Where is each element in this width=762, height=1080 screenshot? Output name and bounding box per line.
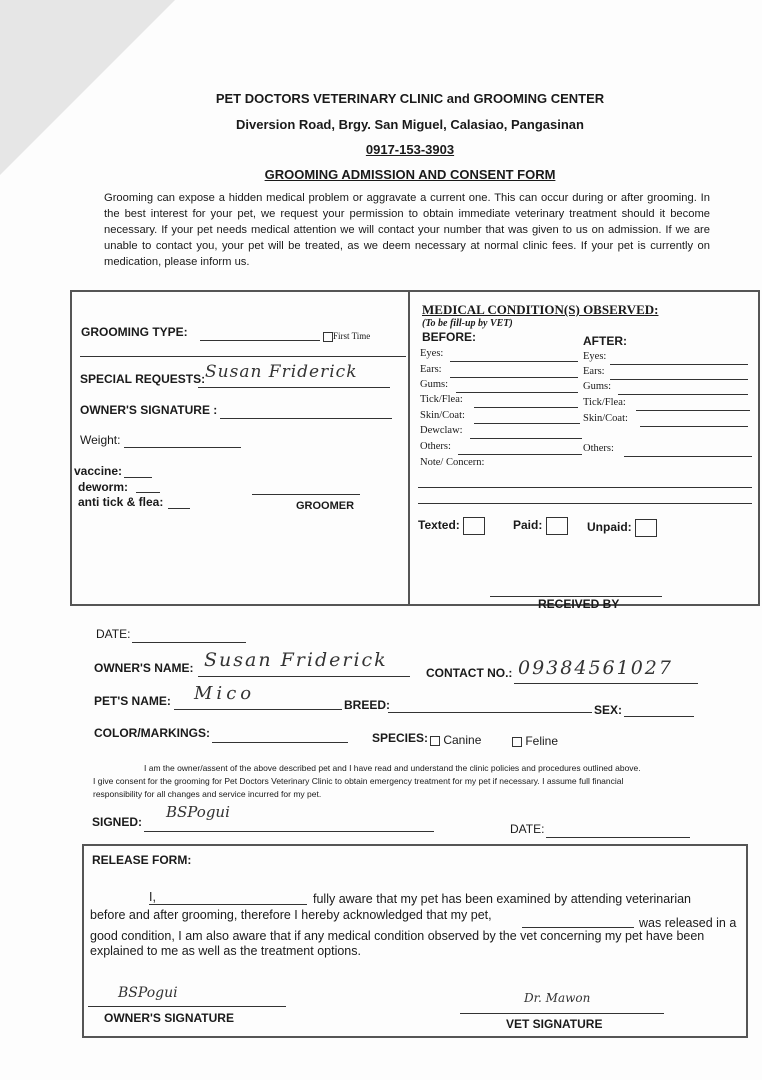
weight-field[interactable]	[124, 447, 241, 448]
medical-subtitle: (To be fill-up by VET)	[422, 318, 513, 329]
breed-field[interactable]	[388, 712, 592, 713]
canine-checkbox[interactable]	[430, 736, 440, 746]
after-row-label: Ears:	[583, 366, 605, 377]
deworm-label: deworm:	[78, 480, 129, 494]
release-text-4: explained to me as well as the treatment options.	[90, 944, 361, 958]
release-pet-field[interactable]	[522, 927, 634, 928]
signed-field[interactable]	[144, 831, 434, 832]
release-text-2b: was released in a	[639, 916, 737, 930]
release-text-3: good condition, I am also aware that if any medical condition observed by the vet concerning my pet have been	[90, 929, 705, 943]
date-field[interactable]	[132, 642, 246, 643]
first-time-checkbox[interactable]	[323, 332, 333, 342]
before-row	[420, 425, 463, 436]
release-i: I,	[149, 890, 156, 904]
after-row-field[interactable]	[610, 379, 748, 380]
texted-checkbox[interactable]	[463, 517, 485, 535]
before-label: BEFORE:	[422, 330, 476, 344]
before-row-field[interactable]	[450, 361, 578, 362]
texted-label: Texted:	[418, 518, 460, 533]
sex-label: SEX:	[594, 703, 623, 717]
before-row	[420, 410, 465, 421]
date-label: DATE:	[96, 627, 131, 641]
first-time-option[interactable]: First Time	[323, 331, 370, 342]
before-row-field[interactable]	[458, 454, 582, 455]
vet-signature-value: Dr. Mawon	[524, 991, 591, 1005]
after-row-field[interactable]	[610, 364, 748, 365]
after-row-field[interactable]	[636, 410, 750, 411]
signed-label: SIGNED:	[92, 815, 143, 829]
vaccine-label: vaccine:	[74, 464, 123, 478]
note-line-1[interactable]	[418, 487, 752, 488]
grooming-type-line2[interactable]	[80, 356, 406, 357]
after-row-field[interactable]	[618, 394, 748, 395]
pet-name-value: Mico	[194, 683, 256, 704]
after-label: AFTER:	[583, 334, 627, 348]
note-label: Note/ Concern:	[420, 457, 485, 468]
unpaid-option[interactable]	[587, 519, 657, 537]
contact-field[interactable]	[514, 683, 698, 684]
consent-line-1: I am the owner/assent of the above described pet and I have read and understand the clinic policies and procedures outlined above.	[144, 763, 641, 773]
paid-checkbox[interactable]	[546, 517, 568, 535]
before-row	[420, 394, 463, 405]
species-label: SPECIES:	[372, 731, 429, 745]
after-row-label: Eyes:	[583, 351, 607, 362]
antitick-label: anti tick & flea:	[78, 495, 164, 509]
special-requests-field[interactable]	[198, 387, 390, 388]
release-title: RELEASE FORM:	[92, 853, 192, 867]
before-row-label: Dewclaw:	[420, 425, 463, 436]
before-row-field[interactable]	[456, 392, 578, 393]
contact-label: CONTACT NO.:	[426, 666, 513, 680]
vaccine-field[interactable]	[124, 477, 152, 478]
before-row-label: Gums:	[420, 379, 449, 390]
after-row	[583, 366, 605, 377]
owner-signature-label: OWNER'S SIGNATURE :	[80, 403, 218, 417]
after-row-field[interactable]	[624, 456, 752, 457]
paid-label: Paid:	[513, 518, 543, 533]
owner-signature-field[interactable]	[220, 418, 392, 419]
grooming-type-label: GROOMING TYPE:	[81, 325, 188, 339]
received-by-label: RECEIVED BY	[538, 597, 620, 611]
after-row	[583, 381, 611, 392]
contact-value: 09384561027	[518, 657, 673, 679]
note-line-2[interactable]	[418, 503, 752, 504]
before-row-field[interactable]	[470, 438, 582, 439]
clinic-phone: 0917-153-3903	[365, 142, 455, 157]
release-text-2a: before and after grooming, therefore I hereby acknowledged that my pet,	[90, 908, 492, 922]
clinic-name: PET DOCTORS VETERINARY CLINIC and GROOMING CENTER	[215, 91, 605, 106]
release-name-field[interactable]	[149, 904, 307, 905]
release-owner-signature-line[interactable]	[88, 1006, 286, 1007]
unpaid-label: Unpaid:	[587, 520, 632, 535]
before-row-field[interactable]	[450, 377, 578, 378]
before-row-field[interactable]	[474, 423, 580, 424]
texted-option[interactable]	[418, 517, 485, 535]
after-row-field[interactable]	[640, 426, 748, 427]
after-row	[583, 443, 614, 454]
box-divider	[408, 292, 410, 604]
before-row	[420, 364, 442, 375]
special-requests-value: Susan Friderick	[205, 362, 358, 382]
before-row-field[interactable]	[474, 407, 578, 408]
breed-label: BREED:	[344, 698, 391, 712]
before-row-label: Skin/Coat:	[420, 410, 465, 421]
after-row-label: Skin/Coat:	[583, 413, 628, 424]
vet-signature-line[interactable]	[460, 1013, 664, 1014]
consent-date-field[interactable]	[546, 837, 690, 838]
intro-paragraph: Grooming can expose a hidden medical problem or aggravate a current one. This can occur during or after grooming. In the best interest for your pet, we request your permission to obtain immediate veterinary treatment should it become necessary. If your pet needs medical attention we will contact your number that was given to us on admission. If we are unable to contact you, your pet will be treated, as we deem necessary at normal clinic fees. If your pet is currently on medication, please inform us.	[104, 192, 710, 268]
before-row	[420, 379, 448, 390]
unpaid-checkbox[interactable]	[635, 519, 657, 537]
before-row	[420, 348, 443, 359]
owner-name-value: Susan Friderick	[204, 649, 388, 671]
medical-title: MEDICAL CONDITION(S) OBSERVED:	[422, 302, 659, 317]
after-row-label: Gums:	[583, 381, 612, 392]
owner-signature-value: BSPogui	[118, 985, 178, 1001]
release-owner-signature-label: OWNER'S SIGNATURE	[104, 1011, 234, 1025]
pet-name-field[interactable]	[174, 709, 342, 710]
deworm-field[interactable]	[136, 492, 160, 493]
pet-name-label: PET'S NAME:	[94, 694, 171, 708]
feline-option[interactable]: Feline	[512, 734, 558, 748]
sex-field[interactable]	[624, 716, 694, 717]
weight-label: Weight:	[80, 433, 121, 447]
color-markings-label: COLOR/MARKINGS:	[94, 726, 210, 740]
after-row	[583, 413, 628, 424]
after-row	[583, 397, 626, 408]
owner-name-field[interactable]	[198, 676, 410, 677]
after-row-label: Tick/Flea:	[583, 397, 626, 408]
color-markings-field[interactable]	[212, 742, 348, 743]
canine-option[interactable]: Canine	[430, 733, 481, 747]
before-row-label: Ears:	[420, 364, 442, 375]
clinic-address: Diversion Road, Brgy. San Miguel, Calasiao, Pangasinan	[236, 117, 584, 132]
owner-name-label: OWNER'S NAME:	[94, 661, 194, 675]
before-row	[420, 441, 451, 452]
grooming-type-field[interactable]	[200, 340, 320, 341]
before-row-label: Others:	[420, 441, 451, 452]
before-row-label: Eyes:	[420, 348, 444, 359]
signed-value: BSPogui	[166, 803, 230, 821]
vet-signature-label: VET SIGNATURE	[506, 1017, 603, 1031]
form-title: GROOMING ADMISSION AND CONSENT FORM	[264, 167, 556, 182]
groomer-label: GROOMER	[296, 500, 355, 512]
special-requests-label: SPECIAL REQUESTS:	[80, 372, 206, 386]
after-row	[583, 351, 606, 362]
paid-option[interactable]	[513, 517, 568, 535]
after-row-label: Others:	[583, 443, 614, 454]
consent-date-label: DATE:	[510, 822, 545, 836]
antitick-field[interactable]	[168, 508, 190, 509]
release-text-1: fully aware that my pet has been examined by attending veterinarian	[313, 892, 692, 906]
consent-line-2: I give consent for the grooming for Pet Doctors Veterinary Clinic to obtain emergency treatment for my pet if necessary. I assume full financial	[93, 776, 624, 786]
feline-checkbox[interactable]	[512, 737, 522, 747]
groomer-signature-line[interactable]	[252, 494, 360, 495]
consent-line-3: responsibility for all changes and service incurred for my pet.	[93, 789, 322, 799]
before-row-label: Tick/Flea:	[420, 394, 463, 405]
